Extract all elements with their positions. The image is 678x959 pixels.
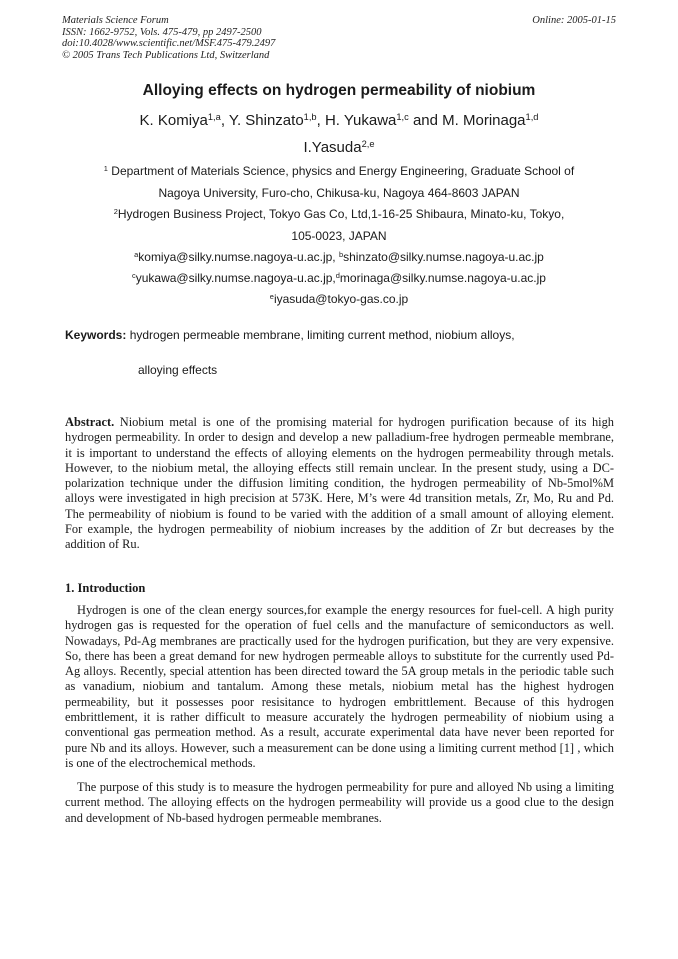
author-line-2 <box>62 139 616 156</box>
author-morinaga: and M. Morinaga <box>408 112 526 129</box>
email-shinzato: shinzato@silky.numse.nagoya-u.ac.jp <box>343 250 544 264</box>
email-komiya: komiya@silky.numse.nagoya-u.ac.jp, <box>138 250 339 264</box>
affiliation-1-line-1 <box>62 164 616 178</box>
affiliation-1-text: Department of Materials Science, physics and Energy Engineering, Graduate School of <box>107 164 575 178</box>
keywords-label: Keywords: <box>65 328 127 342</box>
copyright-line: © 2005 Trans Tech Publications Ltd, Switzerland <box>62 49 270 61</box>
author-komiya-sup: 1,a <box>207 111 221 122</box>
keywords-line-2: alloying effects <box>138 363 218 377</box>
doi-line: doi:10.4028/www.scientific.net/MSF.475-479.2497 <box>62 38 276 49</box>
author-line-1 <box>62 112 616 129</box>
author-shinzato: , Y. Shinzato <box>220 112 304 129</box>
email-a-sup: a <box>134 249 139 259</box>
affiliation-2-text: Hydrogen Business Project, Tokyo Gas Co, Ltd,1-16-25 Shibaura, Minato-ku, Tokyo, <box>117 207 565 221</box>
email-c-sup: c <box>132 270 136 280</box>
publication-info <box>62 15 275 61</box>
email-e-sup: e <box>269 291 274 301</box>
keywords-line-1 <box>65 328 515 342</box>
affiliation-2-sup: 2 <box>113 206 118 216</box>
journal-name: Materials Science Forum <box>62 15 169 26</box>
email-yukawa: yukawa@silky.numse.nagoya-u.ac.jp, <box>135 271 336 285</box>
abstract <box>65 415 614 553</box>
affiliation-1-line-2: Nagoya University, Furo-cho, Chikusa-ku, Nagoya 464-8603 JAPAN <box>158 186 520 200</box>
email-yasuda: iyasuda@tokyo-gas.co.jp <box>273 292 409 306</box>
email-d-sup: d <box>335 270 340 280</box>
author-komiya: K. Komiya <box>139 112 208 129</box>
author-yukawa: , H. Yukawa <box>316 112 397 129</box>
email-morinaga: morinaga@silky.numse.nagoya-u.ac.jp <box>339 271 546 285</box>
paper-title: Alloying effects on hydrogen permeability of niobium <box>142 82 536 99</box>
intro-paragraph-1: Hydrogen is one of the clean energy sources,for example the energy resources for fuel-cell. A high purity hydrogen gas is requested for the operation of fuel cells and the manufacture of semiconductors as well. Nowadays, Pd-Ag membranes are practically used for the hydrogen purification, but they are very expensive. So, there has been a great demand for new hydrogen permeable alloys to substitute for the currently used Pd-Ag alloys. Recently, special attention has been directed toward the 5A group metals in the periodic table such as vanadium, niobium and tantalum. Among these metals, niobium metal has the highest hydrogen permeability, but it possesses poor resisitance to hydrogen embrittlement. Because of this hydrogen embrittlement, it is rather difficult to measure accurately the hydrogen permeability of niobium using a conventional gas permeation method. As a result, accurate experimental data have never been reported for pure Nb and its alloys. However, such a measurement can be done using a limiting current method [1] , which is one of the electrochemical methods. <box>65 603 614 770</box>
intro-paragraph-2: The purpose of this study is to measure the hydrogen permeability for pure and alloyed Nb using a limiting current method. The alloying effects on the hydrogen permeability will provide us a good clue to the design and development of Nb-based hydrogen permeable membranes. <box>65 780 614 825</box>
abstract-text: Niobium metal is one of the promising material for hydrogen purification because of its high hydrogen permeability. In order to design and develop a new palladium-free hydrogen permeable membrane, it is important to understand the effects of alloying elements on the hydrogen permeability through metals. However, to the niobium metal, the alloying effects still remain unclear. In the present study, using a DC-polarization technique under the diffusion limiting condition, the hydrogen permeability of Nb-5mol%M alloys were investigated in high precision at 573K. Here, M’s were 4d transition metals, Zr, Mo, Ru and Pd. The permeability of niobium is found to be varied with the addition of a small amount of alloying element. For example, the hydrogen permeability of niobium increases by the addition of Zr but decreases by the addition of Ru. <box>65 415 614 552</box>
email-line-1 <box>62 250 616 264</box>
author-yasuda: I.Yasuda <box>303 139 362 156</box>
email-b-sup: b <box>338 249 344 259</box>
keywords-text: hydrogen permeable membrane, limiting current method, niobium alloys, <box>126 328 515 342</box>
affiliation-2-line-2: 105-0023, JAPAN <box>291 229 387 243</box>
affiliation-1-sup: 1 <box>103 163 108 173</box>
email-line-3 <box>62 292 616 306</box>
online-date: Online: 2005-01-15 <box>532 15 616 26</box>
email-line-2 <box>62 271 616 285</box>
abstract-label: Abstract. <box>65 415 115 429</box>
author-morinaga-sup: 1,d <box>525 111 539 122</box>
affiliation-2-line-1 <box>62 207 616 221</box>
author-yukawa-sup: 1,c <box>396 111 409 122</box>
author-shinzato-sup: 1,b <box>303 111 317 122</box>
section-heading-introduction: 1. Introduction <box>65 581 146 595</box>
issn-line: ISSN: 1662-9752, Vols. 475-479, pp 2497-2500 <box>62 26 262 38</box>
author-yasuda-sup: 2,e <box>361 138 375 149</box>
